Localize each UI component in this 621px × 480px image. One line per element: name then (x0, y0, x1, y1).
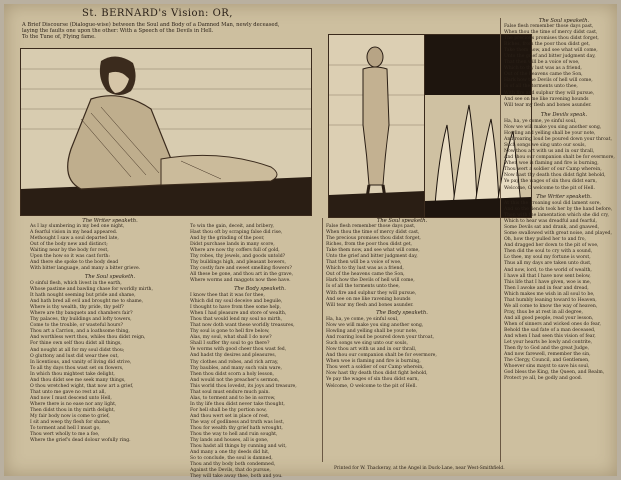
verse-soul (30, 281, 188, 444)
verse-line: Out of the body new and distinct; (30, 242, 108, 248)
verse-line: And hadst thy desires and pleasures, (190, 353, 277, 359)
verse-line: Behold the sad fate of a man deceased, (504, 327, 596, 333)
verse-line: Alas, to torment and to be in sorrow, (190, 395, 276, 401)
verse-writer (30, 224, 188, 272)
verse-line: Thy palaces, thy buildings and lofty towers, (30, 317, 132, 323)
verse-line: And many a one thy deeds did hit, (190, 450, 270, 456)
verse-line: Howling and yelling shall be your note, (326, 329, 418, 335)
verse-line: And thou our companion shalt be for evermore, (326, 353, 437, 359)
verse-line: And when I had seen this vision of fear, (504, 334, 596, 340)
verse-line: When thou the time of mercy didst cast, (504, 30, 598, 36)
verse-line: To all thy days thou wast set on flowers, (30, 365, 124, 371)
verse-line: That now doth want these worldly treasures, (190, 323, 295, 329)
verse-line: And nought at all for my soul didst thou; (30, 347, 125, 353)
verse-line: Ha, ha, ye come, ye sinful soul, (326, 317, 399, 322)
verse-right-a (504, 24, 614, 109)
verse-body-2 (326, 317, 496, 390)
speaker-body-2: The Body speaketh. (376, 310, 428, 316)
verse-line: God bless the King, the Queen, and Realm, (504, 370, 605, 376)
verse-line: Where the grief's dead dolour wofully ring. (30, 438, 131, 444)
verse-line: Ye pay the wages of sin thou didst earn, (504, 179, 597, 185)
verse-line: And now, lord, to the world of wealth, (504, 267, 592, 273)
broadside-sheet (4, 4, 617, 480)
verse-line: Come to the trouble, or wasteful hours? (30, 323, 123, 329)
verse-line: Which to hear was dreadful and fearful, (504, 219, 597, 225)
verse-line: Is of all the torments unto thee, (504, 84, 578, 90)
verse-line: Thou wert a soldier of our Camp wherein, (326, 365, 424, 371)
speaker-writer: The Writer speaketh. (82, 218, 138, 224)
verse-line: Welcome, O welcome to the pit of Hell. (326, 383, 417, 389)
verse-line: Thou that would lend my soul no mirth, (190, 317, 283, 323)
subtitle-line: laying the faults one upon the other: With a Speech of the Devils in Hell. (22, 28, 214, 35)
verse-line: Which to thy lust was as a friend, (326, 266, 404, 272)
speaker-body: The Body speaketh. (234, 286, 286, 292)
verse-line: And thou our companion shalt be for evermore, (504, 155, 615, 161)
verse-line: O gluttony and lust did wear thee out, (30, 353, 119, 359)
verse-line: Will tear my flesh and bones asunder. (326, 302, 414, 308)
verse-line: Methought I saw a soul departed late, (30, 236, 119, 242)
speaker-soul: The Soul speaketh. (84, 274, 136, 280)
verse-line: When of sinners and wicked ones do fear, (504, 321, 601, 327)
speaker-writer-2: The Writer speaketh. (536, 194, 592, 200)
verse-line: I sit and weep thy flesh for shame, (30, 420, 111, 426)
verse-line: Now hast thy death thou didst fight behold, (504, 173, 606, 179)
verse-line: With fire and sulphur they will pursue, (504, 90, 595, 96)
verse-mid-a (190, 224, 320, 284)
verse-line: When woe is flaming and fire is burning, (504, 161, 599, 167)
verse-line: Where worms and maggots now thee have. (190, 278, 291, 284)
verse-line: And now farewell, remember the sin, (504, 352, 591, 358)
verse-line: And dragged her down to the pit of woe, (504, 243, 599, 249)
verse-line: As I lay slumbering in my bed one night, (30, 224, 125, 229)
verse-line: Lo thee, my soul my fortune is worst, (504, 255, 591, 261)
verse-devils (504, 119, 614, 192)
verse-line: Whose pastime and bawling chase for worldly mirth, (30, 287, 153, 293)
verse-line: The precious promises thou didst forget, (326, 236, 421, 242)
verse-line: With fire and sulphur they will pursue, (326, 290, 417, 296)
verse-line: False flesh remember those days past, (326, 224, 416, 229)
verse-line: Ye worms with good cheer thou wast fed, (190, 347, 287, 353)
verse-line: That humbly leaning toward to Heaven, (504, 297, 597, 303)
verse-line: So to conclude, the soul is damned, (190, 456, 273, 462)
verse-line: Such songs we sing unto our souls, (504, 143, 586, 149)
verse-line: And so the fiends took her by the hand before, (504, 207, 613, 213)
verse-line: It hath nought seeming but pride and shame, (30, 293, 136, 299)
verse-writer-2 (504, 201, 614, 382)
verse-line: Some Devils sat and drank, and gnawed, (504, 225, 600, 231)
verse-line: And worthless wert thou, whiles thou didst reign, (30, 335, 146, 341)
verse-line: Protect ye all, be godly and good. (504, 376, 583, 382)
verse-line: At this the groaning soul did lament sore, (504, 201, 601, 206)
verse-line: They will take away thee, both and you. (190, 474, 283, 480)
verse-line: Didst purchase lands in many score, (190, 242, 275, 248)
verse-line: Hark how the Devils of hell will come, (326, 278, 415, 284)
verse-line: Then did the soul to cry with a sound, (504, 249, 593, 255)
verse-line: We all come to know the way of heaven, (504, 303, 598, 309)
verse-line: I know thee that it was for thee, (190, 293, 265, 298)
verse-line: To win the gain, deceit, and bribery, (190, 224, 274, 229)
verse-soul-2 (326, 224, 496, 309)
verse-line: Take them now, and see what will come, (326, 248, 420, 254)
page-title: St. BERNARD's Vision: OR, (82, 8, 233, 19)
verse-line: Hark how the Devils of hell will come, (504, 78, 593, 84)
verse-line: I thought to have from thee some help, (190, 305, 281, 311)
verse-line: A fearful vision in my head appeared. (30, 230, 118, 236)
verse-line: Pray, thus be at rest in all degree, (504, 309, 583, 315)
verse-line: For hell shall be thy portion now, (190, 407, 267, 413)
verse-line: Then thou didst scorn a holy lesson, (190, 371, 275, 377)
verse-line: Where are thy banquets and chambers fair? (30, 311, 133, 317)
verse-line: Welcome, O welcome to the pit of Hell. (504, 185, 595, 191)
verse-line: Then with the lamentation which she did cry, (504, 213, 610, 219)
verse-line: Out of the heavens came the Son, (326, 272, 405, 278)
verse-line: Take them now, and see what will come, (504, 48, 598, 54)
verse-line: In thy life thou didst never take thought, (190, 401, 285, 407)
verse-line: Now thou art with us and in our thrall, (326, 347, 417, 353)
verse-line: When woe is flaming and fire is burning, (326, 359, 421, 365)
verse-line: Which makes me wish in all soul to be, (504, 291, 595, 297)
subtitle (22, 22, 279, 41)
verse-line: Hast thou oft by scraping false did rise, (190, 230, 283, 236)
verse-line: And now I must descend unto Hell, (30, 395, 112, 401)
verse-line: Then fly to God and the great Judge, (504, 346, 590, 352)
verse-line: And would not the preacher's sermon, (190, 377, 280, 383)
verse-line: The way of godliness and truth was lost, (190, 419, 285, 425)
verse-line: For thine own self thou didst all things, (30, 341, 122, 347)
verse-line: Where is thy wealth, thy pride, thy pelf? (30, 305, 124, 311)
verse-line: When thou the time of mercy didst cast, (326, 230, 420, 236)
verse-line: Thy soul is gone to hell fire below, (190, 329, 270, 335)
speaker-devils: The Devils speak. (540, 112, 588, 118)
verse-line: In which thou mightest take delight, (30, 371, 115, 377)
verse-line: Alas, my soul, what shall I do now? (190, 335, 272, 341)
verse-line: To torment and hell I must go, (30, 426, 101, 432)
verse-line: And thou didst see me seek many things, (30, 377, 126, 383)
verse-line: That soul must endure much pain. (190, 389, 270, 395)
subtitle-line: A Brief Discourse (Dialogue-wise) between the Soul and Body of a Damned Man, newly deceased, (22, 22, 280, 28)
verse-line: Out of the heavens came the Son, (504, 72, 583, 78)
verse-line: Now we will make you sing another song, (326, 323, 424, 329)
verse-line: Thy lands and houses, all is gone, (190, 438, 269, 444)
verse-line: Thou wert a soldier of our Camp wherein, (504, 167, 602, 173)
verse-line: All these be gone, and thou art in the grave, (190, 272, 294, 278)
verse-line: Now thou art with us and in our thrall, (504, 149, 595, 155)
verse-line: Then didst thou in thy mirth delight, (30, 407, 116, 413)
verse-line: Thou hadst all things by cunning and wit, (190, 444, 287, 450)
verse-line: Ye pay the wages of sin thou didst earn, (326, 377, 419, 383)
verse-line: That then will be a voice of woe, (326, 260, 402, 266)
column-divider (322, 218, 323, 462)
verse-line: Then I awoke and in fear and dread, (504, 285, 589, 291)
verse-line: Thy costly fare and sweet smelling flowers? (190, 266, 292, 272)
verse-line: And thou wert set in place of rest, (190, 413, 270, 419)
verse-line: Which to thy lust was as a friend, (504, 66, 582, 72)
column-divider (500, 18, 501, 462)
verse-line: Such songs we sing unto our souls, (326, 341, 408, 347)
verse-line: That unto me gave no rest at all, (30, 389, 106, 395)
verse-line: This life that I have given, woe is me, (504, 279, 592, 285)
verse-line: False flesh remember those days past, (504, 24, 594, 29)
verse-line: Unto the grief and bitter judgment day, (504, 54, 596, 60)
verse-line: That then will be a voice of woe, (504, 60, 580, 66)
verse-line: Which did my soul deceive and beguile, (190, 299, 283, 305)
verse-line: This world thou lovedst, its joys and treasure, (190, 383, 297, 389)
speaker-soul-3: The Soul speaketh. (538, 18, 590, 24)
verse-line: When I had pleasure and store of wealth, (190, 311, 287, 317)
verse-line: And by the grinding of the poor, (190, 236, 265, 242)
verse-line: Oh, how they pulled her to and fro, (504, 237, 586, 243)
verse-line: Whoever sins mayst to save his soul, (504, 364, 590, 370)
verse-line: Thy clothes and robes, and rich array, (190, 359, 279, 365)
verse-line: And roaring loud be poured down your throat, (326, 335, 434, 341)
verse-line: And see on me like ravening hounds (326, 296, 411, 302)
woodcut-standing-figure-flames (328, 34, 426, 218)
verse-line: Riches, from the poor thou didst get, (504, 42, 591, 48)
verse-line: Will tear my flesh and bones asunder. (504, 102, 592, 108)
imprint: Printed for W. Thackeray, at the Angel in Duck-Lane, near West-Smithfield. (334, 466, 505, 471)
speaker-soul-2: The Soul speaketh. (376, 218, 428, 224)
verse-line: Thou and thy body both condemned, (190, 462, 276, 468)
verse-line: Thus all my days are taken unto dust, (504, 261, 592, 267)
verse-line: Where there is no ease nor any light, (30, 401, 117, 407)
verse-line: Thy buildings high, and pleasant bowers, (190, 260, 286, 266)
verse-line: The precious promises thou didst forget, (504, 36, 599, 42)
verse-line: Thou art a Carrion, and a loathsome thing, (30, 329, 130, 335)
verse-line: Riches, from the poor thou didst get, (326, 242, 413, 248)
verse-body (190, 293, 320, 480)
verse-line: Where are now thy coffers full of gold, (190, 248, 280, 254)
verse-line: Thy robes, thy jewels, and goods untold? (190, 254, 286, 260)
verse-line: Thou for wealth thy grief hath wrought, (190, 426, 283, 432)
verse-line: Ha, ha, ye come, ye sinful soul, (504, 119, 577, 124)
verse-line: Upon the how so it was cast forth: (30, 254, 110, 260)
verse-line: And hath bred all evil and brought me to shame, (30, 299, 144, 305)
verse-line: Let your hearts be lowly and contrite, (504, 340, 593, 346)
verse-line: And there she spoke to the body dead (30, 260, 119, 266)
verse-line: Now hast thy death thou didst fight behold, (326, 371, 428, 377)
verse-line: Unto the grief and bitter judgment day, (326, 254, 418, 260)
woodcut-reclining-figure (20, 48, 312, 216)
verse-line: In licentious, and vanity of living did strive, (30, 359, 132, 365)
verse-line: And all good people, read your lesson, (504, 315, 594, 321)
verse-line: O sinful flesh, which livest in the earth, (30, 281, 122, 286)
verse-line: And see on me like ravening hounds (504, 96, 589, 102)
verse-line: O thou wretched wight, that now art a grief, (30, 383, 134, 389)
verse-line: Is of all the torments unto thee, (326, 284, 400, 290)
verse-line: I have all that I have now sent below, (504, 273, 591, 279)
verse-line: Shall I suffer thy soul to go there? (190, 341, 270, 347)
verse-line: Thou the way to hell and ruin sought, (190, 432, 278, 438)
verse-line: The Clergy, Council, and Gentlemen, (504, 358, 590, 364)
verse-line: Thou wert wholly to me a foe, (30, 432, 100, 438)
verse-line: And roaring loud be poured down your throat, (504, 137, 612, 143)
verse-line: Thy baubles, and many such vain ware, (190, 365, 282, 371)
verse-line: Some swallowed with great noise, and played, (504, 231, 612, 237)
verse-line: Howling and yelling shall be your note, (504, 131, 596, 137)
verse-line: With bitter language, and many a bitter grieve. (30, 266, 141, 272)
verse-line: Waiting near by the body for rest, (30, 248, 109, 254)
verse-line: Now we will make you sing another song, (504, 125, 602, 131)
verse-line: My fair body now is come to grief, (30, 414, 110, 420)
subtitle-line: To the Tune of, Flying fame. (22, 34, 96, 41)
verse-line: Against the Devils, that do pursue, (190, 468, 271, 474)
